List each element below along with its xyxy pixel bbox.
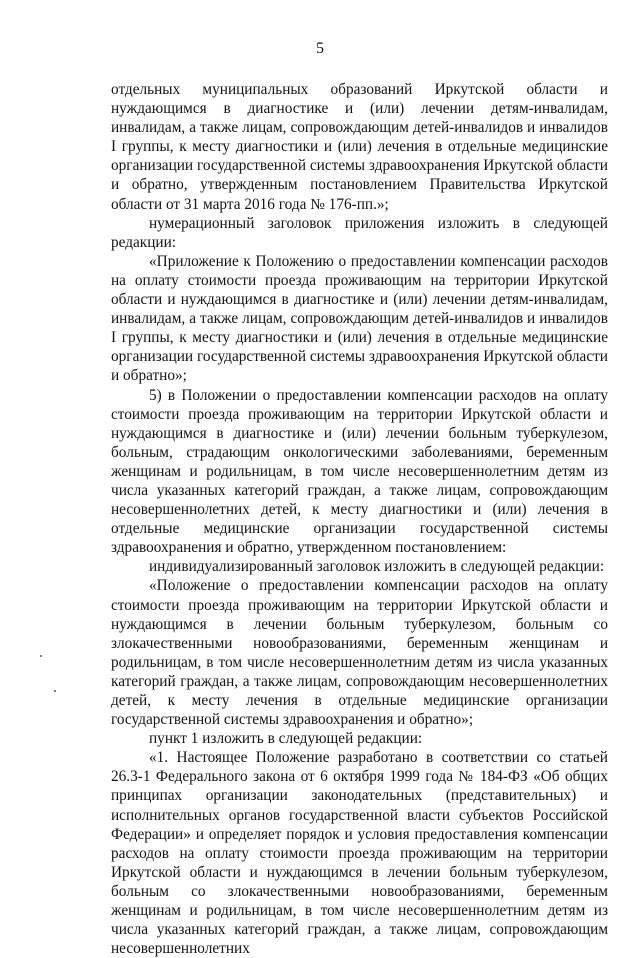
- paragraph-regulation-title: «Положение о предоставлении компенсации расходов на оплату стоимости проезда проживающим на территории Иркутской области и нуждающимся в лечении больным туберкулезом, больным со злокачественными новообразованиями, беременным женщинам и родильницам, в том числе несовершеннолетним детям из числа указанных категорий граждан, а также лицам, сопровождающим несовершеннолетних детей, к месту лечения в отдельные медицинские организации государственной системы здравоохранения и обратно»;: [111, 577, 608, 729]
- document-body: [111, 80, 608, 958]
- paragraph-title-instruction: индивидуализированный заголовок изложить в следующей редакции:: [149, 558, 605, 576]
- paragraph-header-instruction: нумерационный заголовок приложения изложить в следующей редакции:: [111, 214, 608, 251]
- scan-artifact-dot: [40, 655, 42, 657]
- paragraph-continuation: отдельных муниципальных образований Иркутской области и нуждающимся в диагностике и (или) лечении детям-инвалидам, инвалидам, а также лицам, сопровождающим детей-инвалидов и инвалидов I группы, к месту диагностики и (или) лечения в отдельные медицинские организации государственной системы здравоохранения Иркутской области и обратно, утвержденным постановлением Правительства Иркутской области от 31 марта 2016 года № 176-пп.»;: [111, 81, 608, 213]
- paragraph-point-1-text: «1. Настоящее Положение разработано в соответствии со статьей 26.3-1 Федерального закона от 6 октября 1999 года № 184-ФЗ «Об общих принципах организации законодательных (представительных) и исполнительных органов государственной власти субъектов Российской Федерации» и определяет порядок и условия предоставления компенсации расходов на оплату стоимости проезда проживающим на территории Иркутской области и нуждающимся в лечении больным туберкулезом, больным со злокачественными новообразованиями, беременным женщинам и родильницам, в том числе несовершеннолетним детям из числа указанных категорий граждан, а также лицам, сопровождающим несовершеннолетних: [111, 749, 608, 958]
- scan-artifact-dot: [54, 690, 56, 692]
- page-number: 5: [316, 40, 324, 57]
- paragraph-appendix-title: «Приложение к Положению о предоставлении компенсации расходов на оплату стоимости проезда проживающим на территории Иркутской области и нуждающимся в диагностике и (или) лечении детям-инвалидам, инвалидам, а также лицам, сопровождающим детей-инвалидов и инвалидов I группы, к месту диагностики и (или) лечения в отдельные медицинские организации государственной системы здравоохранения Иркутской области и обратно»;: [111, 252, 608, 385]
- paragraph-item-5: 5) в Положении о предоставлении компенсации расходов на оплату стоимости проезда проживающим на территории Иркутской области и нуждающимся в диагностике и (или) лечении больным туберкулезом, больным, страдающим онкологическими заболеваниями, беременным женщинам и родильницам, в том числе несовершеннолетним детям из числа указанных категорий граждан, а также лицам, сопровождающим несовершеннолетних детей, к месту диагностики и (или) лечения в отдельные медицинские организации государственной системы здравоохранения и обратно, утвержденном постановлением:: [111, 386, 608, 557]
- paragraph-point-1-instruction: пункт 1 изложить в следующей редакции:: [149, 730, 423, 748]
